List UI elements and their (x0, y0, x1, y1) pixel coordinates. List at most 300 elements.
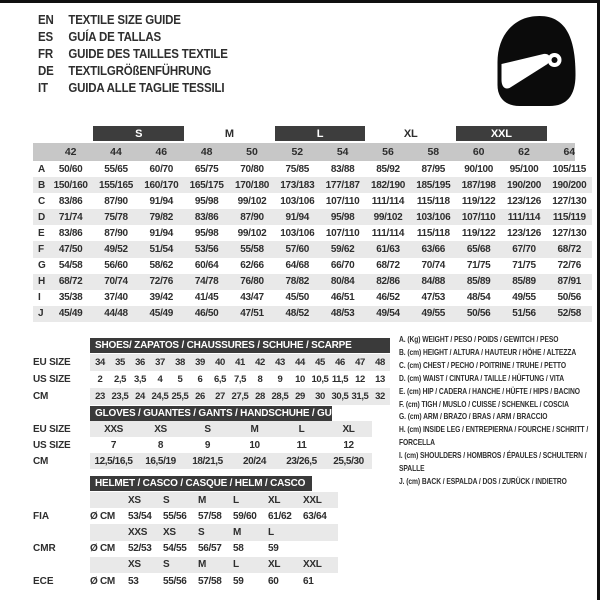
helmet-size-value: 61 (303, 575, 314, 587)
helmet-size-label-row (33, 492, 338, 508)
measure-value: 51/56 (512, 308, 536, 320)
size-value: 11 (296, 439, 307, 451)
helmet-size-value: 53 (128, 575, 139, 587)
legend-entry: F. (cm) TIGH / MUSLO / CUISSE / SCHENKEL / COSCIA (399, 398, 569, 409)
row-key: J (38, 308, 44, 320)
measure-value: 87/95 (421, 163, 446, 175)
measure-value: 103/106 (280, 227, 315, 239)
measure-value: 91/94 (149, 195, 174, 207)
row-cells (90, 573, 338, 589)
measure-value: 105/115 (552, 163, 587, 175)
measure-value: 48/54 (466, 292, 491, 304)
measure-value: 75/85 (285, 163, 310, 175)
language-row (38, 79, 228, 96)
measure-row (33, 274, 592, 290)
size-value: 23/26,5 (286, 455, 317, 467)
measure-value: 83/88 (330, 163, 355, 175)
measure-value: 53/56 (194, 244, 219, 256)
helmet-size-label: S (163, 494, 170, 506)
measure-value: 75/78 (104, 211, 128, 223)
measure-value: 95/98 (330, 211, 355, 223)
measure-value: 127/130 (552, 227, 587, 239)
legend-entry: G. (cm) ARM / BRAZO / BRAS / ARM / BRACCIO (399, 411, 548, 422)
measure-value: 111/114 (507, 211, 541, 223)
measure-value: 49/52 (104, 244, 128, 256)
helmet-size-value: 53/54 (128, 510, 152, 522)
size-value: 40 (215, 357, 225, 368)
size-value: 28 (255, 391, 265, 402)
helmet-size-label: S (163, 559, 170, 571)
measure-value: 41/45 (194, 292, 219, 304)
size-value: 24,5 (151, 391, 169, 402)
size-value: 3,5 (133, 374, 146, 385)
helmet-size-label: L (233, 494, 239, 506)
measure-row (33, 193, 592, 209)
unit-cell: Ø CM (90, 543, 115, 555)
size-value: 10 (249, 439, 260, 451)
measure-value: 165/175 (189, 179, 224, 191)
row-label (33, 492, 90, 508)
helmet-icon (486, 13, 587, 109)
size-label: 52 (291, 146, 304, 158)
size-row (33, 437, 372, 453)
size-value: 10,5 (311, 374, 329, 385)
helmet-size-value: 63/64 (303, 510, 327, 522)
size-value: M (250, 423, 259, 435)
helmet-size-value: 52/53 (128, 543, 152, 555)
measure-value: 90/100 (464, 163, 494, 175)
row-cells (90, 371, 390, 388)
measure-value: 107/110 (461, 211, 496, 223)
size-label: 58 (427, 146, 440, 158)
size-value: 5 (177, 374, 183, 385)
measure-value: 55/65 (104, 163, 128, 175)
language-row (38, 45, 228, 62)
size-value: 2 (97, 374, 103, 385)
row-label: US SIZE (33, 439, 71, 451)
size-label: 44 (110, 146, 122, 158)
measure-value: 54/58 (58, 260, 83, 272)
row-label (33, 524, 90, 540)
measure-value: 56/60 (104, 260, 128, 272)
helmet-value-row (33, 541, 338, 557)
size-value: 39 (195, 357, 205, 368)
size-value: 47 (355, 357, 365, 368)
size-value: 35 (115, 357, 125, 368)
helmet-value-row (33, 573, 338, 589)
gloves-section-header: GLOVES / GUANTES / GANTS / HANDSCHUHE / GUANTI (90, 406, 332, 421)
measure-value: 115/118 (416, 227, 450, 239)
measure-value: 190/200 (552, 179, 587, 191)
size-value: 6 (197, 374, 203, 385)
size-value: 25,5/30 (333, 455, 364, 467)
row-key: C (38, 195, 45, 207)
measure-value: 50/60 (58, 163, 83, 175)
helmet-size-label: XL (268, 559, 281, 571)
measure-value: 67/70 (512, 244, 536, 256)
measure-value: 62/66 (240, 260, 264, 272)
measure-value: 87/90 (104, 195, 128, 207)
helmet-size-value: 58 (233, 543, 244, 555)
language-row (38, 28, 228, 45)
row-cells (90, 388, 390, 405)
row-key: E (38, 227, 45, 239)
measure-value: 123/126 (506, 227, 542, 239)
measurement-legend (399, 333, 597, 488)
helmet-size-label: S (198, 526, 205, 538)
language-code: ES (38, 29, 53, 44)
size-value: 41 (235, 357, 245, 368)
size-header-row (33, 143, 592, 161)
measure-value: 91/94 (285, 211, 310, 223)
measure-row (33, 306, 592, 322)
size-row (33, 354, 390, 371)
measure-value: 68/72 (58, 276, 83, 288)
size-value: 7 (110, 439, 117, 451)
measure-value: 66/70 (330, 260, 355, 272)
measure-value: 160/170 (144, 179, 179, 191)
size-value: 12 (343, 439, 354, 451)
measure-row (33, 258, 592, 274)
guide-title: GUIDE DES TAILLES TEXTILE (68, 46, 228, 61)
measure-value: 99/102 (373, 211, 403, 223)
measure-row (33, 290, 592, 306)
measure-value: 107/110 (325, 227, 360, 239)
helmet-size-label: XXL (303, 559, 322, 571)
row-cells (90, 524, 338, 540)
size-value: 38 (175, 357, 185, 368)
size-value: 36 (135, 357, 145, 368)
row-key: F (38, 244, 44, 256)
measure-value: 185/195 (416, 179, 451, 191)
measure-value: 85/89 (512, 276, 536, 288)
size-value: XXS (104, 423, 123, 435)
measure-value: 99/102 (237, 227, 267, 239)
measure-row (33, 161, 592, 177)
size-value: 29 (295, 391, 305, 402)
size-row (33, 421, 372, 437)
measure-value: 87/90 (104, 227, 128, 239)
measure-value: 46/50 (194, 308, 219, 320)
row-key: I (38, 292, 41, 304)
row-key: A (38, 163, 45, 175)
size-value: 16,5/19 (145, 455, 176, 467)
language-code: FR (38, 46, 53, 61)
measure-value: 85/92 (376, 163, 400, 175)
guide-title: TEXTILE SIZE GUIDE (68, 12, 181, 27)
size-value: 13 (375, 374, 385, 385)
measure-value: 91/94 (149, 227, 174, 239)
row-cells (90, 492, 338, 508)
measure-value: 87/91 (557, 276, 582, 288)
size-value: 12,5/16,5 (94, 455, 133, 467)
row-key: D (38, 211, 45, 223)
measure-value: 55/58 (240, 244, 264, 256)
helmet-size-label: XS (128, 494, 141, 506)
size-value: 20/24 (242, 455, 267, 467)
size-value: 11,5 (331, 374, 349, 385)
helmet-value-row (33, 508, 338, 524)
measure-value: 35/38 (58, 292, 83, 304)
size-value: 30 (315, 391, 325, 402)
measure-value: 43/47 (240, 292, 264, 304)
measure-value: 60/70 (149, 163, 174, 175)
measure-value: 85/89 (466, 276, 491, 288)
size-value: 9 (204, 439, 211, 451)
row-label: CM (33, 391, 49, 402)
legend-entry: C. (cm) CHEST / PECHO / POITRINE / TRUHE / PETTO (399, 359, 566, 370)
size-value: 44 (295, 357, 305, 368)
size-label: 42 (64, 146, 77, 158)
measure-value: 119/122 (461, 195, 496, 207)
measure-value: 49/55 (421, 308, 446, 320)
size-value: 46 (335, 357, 345, 368)
gloves-size-table (33, 421, 372, 469)
measure-row (33, 177, 592, 193)
size-value: 30,5 (331, 391, 349, 402)
measure-value: 47/51 (240, 308, 264, 320)
size-row (33, 371, 390, 388)
measure-row (33, 241, 592, 257)
standard-label: ECE (33, 575, 54, 587)
measure-value: 95/100 (509, 163, 539, 175)
size-value: 48 (375, 357, 385, 368)
helmet-size-value: 54/55 (163, 543, 187, 555)
helmet-size-label: XS (128, 559, 141, 571)
measure-value: 68/72 (557, 244, 582, 256)
row-key: G (38, 260, 46, 272)
measure-value: 170/180 (234, 179, 270, 191)
measure-value: 45/49 (149, 308, 174, 320)
helmet-size-value: 57/58 (198, 575, 222, 587)
legend-entry: H. (cm) INSIDE LEG / ENTREPIERNA / FOURCHE / SCHRITT / FORCELLA (399, 424, 589, 448)
helmet-size-value: 55/56 (163, 575, 187, 587)
row-cells (90, 508, 338, 524)
helmet-size-value: 55/56 (163, 510, 187, 522)
language-code: EN (38, 12, 54, 27)
measure-value: 83/86 (58, 195, 83, 207)
measure-value: 65/68 (466, 244, 491, 256)
measure-value: 57/60 (285, 244, 310, 256)
row-key: B (38, 179, 45, 191)
measure-value: 103/106 (416, 211, 451, 223)
measure-value: 115/118 (416, 195, 450, 207)
size-group-s: S (93, 126, 184, 141)
measure-value: 48/52 (285, 308, 310, 320)
textile-size-table (33, 126, 592, 322)
legend-entry: J. (cm) BACK / ESPALDA / DOS / ZURÜCK / INDIETRO (399, 475, 567, 486)
legend-entry: B. (cm) HEIGHT / ALTURA / HAUTEUR / HÖHE / ALTEZZA (399, 346, 577, 357)
measure-value: 47/53 (421, 292, 446, 304)
row-key: H (38, 276, 45, 288)
size-value: XL (342, 423, 355, 435)
size-value: 25,5 (171, 391, 189, 402)
shoes-section-header: SHOES/ ZAPATOS / CHAUSSURES / SCHUHE / SCARPE (90, 338, 390, 353)
helmet-size-value: 60 (268, 575, 279, 587)
helmet-size-value: 59 (233, 575, 244, 587)
measure-value: 182/190 (370, 179, 406, 191)
measure-value: 99/102 (237, 195, 267, 207)
measure-value: 44/48 (104, 308, 128, 320)
legend-entry: A. (Kg) WEIGHT / PESO / POIDS / GEWITCH / PESO (399, 334, 559, 344)
size-label: 60 (472, 146, 485, 158)
size-value: 4 (157, 374, 163, 385)
helmet-size-label-row (33, 524, 338, 540)
measure-value: 123/126 (506, 195, 542, 207)
guide-title: GUÍA DE TALLAS (68, 29, 161, 44)
helmet-size-label: M (233, 526, 242, 538)
measure-value: 65/75 (194, 163, 219, 175)
size-value: 10 (295, 374, 305, 385)
size-group-row (33, 126, 592, 141)
size-value: 32 (375, 391, 385, 402)
size-value: 26 (195, 391, 205, 402)
shoes-size-table (33, 354, 390, 405)
size-value: 9 (277, 374, 283, 385)
helmet-size-value: 57/58 (198, 510, 222, 522)
size-label: 46 (155, 146, 168, 158)
measure-value: 58/62 (149, 260, 174, 272)
sheet-top-border (0, 0, 600, 3)
helmet-size-table (33, 492, 338, 589)
helmet-size-label: M (198, 494, 207, 506)
measure-value: 46/51 (330, 292, 355, 304)
size-group-xxl: XXL (456, 126, 547, 141)
measure-value: 150/160 (53, 179, 88, 191)
size-group-l: L (275, 126, 366, 141)
size-value: 27 (215, 391, 225, 402)
measure-value: 80/84 (330, 276, 355, 288)
row-label (33, 557, 90, 573)
measure-value: 83/86 (58, 227, 83, 239)
helmet-size-label: L (233, 559, 239, 571)
size-label: 54 (336, 146, 349, 158)
size-value: 34 (95, 357, 105, 368)
measure-value: 61/63 (376, 244, 400, 256)
helmet-size-label: XXL (303, 494, 322, 506)
row-label: US SIZE (33, 374, 71, 385)
measure-value: 72/76 (149, 276, 174, 288)
measure-value: 64/68 (285, 260, 310, 272)
measure-value: 115/119 (552, 211, 586, 223)
legend-entry: D. (cm) WAIST / CINTURA / TAILLE / HÜFTUNG / VITA (399, 372, 564, 383)
measure-value: 46/52 (376, 292, 400, 304)
measure-value: 71/74 (58, 211, 83, 223)
measure-value: 78/82 (285, 276, 310, 288)
guide-title: GUIDA ALLE TAGLIE TESSILI (68, 80, 225, 95)
helmet-size-value: 56/57 (198, 543, 222, 555)
measure-value: 59/62 (330, 244, 355, 256)
size-label: 64 (563, 146, 576, 158)
measure-value: 51/54 (149, 244, 174, 256)
size-row (33, 388, 390, 405)
measure-value: 50/56 (466, 308, 491, 320)
size-value: 45 (315, 357, 325, 368)
guide-title: TEXTILGRÖßENFÜHRUNG (68, 63, 212, 78)
measure-value: 79/82 (149, 211, 174, 223)
size-value: 27,5 (231, 391, 249, 402)
measure-value: 50/56 (557, 292, 582, 304)
size-value: 43 (275, 357, 285, 368)
measure-value: 173/183 (280, 179, 315, 191)
size-value: 24 (135, 391, 145, 402)
language-row (38, 62, 228, 79)
size-value: 2,5 (113, 374, 126, 385)
measure-value: 107/110 (325, 195, 360, 207)
size-value: 37 (155, 357, 165, 368)
measure-value: 37/40 (104, 292, 128, 304)
measure-value: 71/75 (466, 260, 491, 272)
helmet-size-label: XS (163, 526, 176, 538)
row-cells (90, 453, 372, 469)
row-label: EU SIZE (33, 423, 71, 435)
helmet-size-label: M (198, 559, 207, 571)
standard-label: CMR (33, 543, 56, 555)
measure-value: 119/122 (461, 227, 496, 239)
size-value: 23,5 (111, 391, 129, 402)
measure-value: 47/50 (58, 244, 83, 256)
size-value: 6,5 (213, 374, 226, 385)
helmet-section-header: HELMET / CASCO / CASQUE / HELM / CASCO (90, 476, 312, 491)
size-group-m: M (224, 127, 234, 140)
measure-value: 76/80 (240, 276, 264, 288)
size-value: 31,5 (351, 391, 369, 402)
helmet-size-label: XL (268, 494, 281, 506)
measure-value: 74/78 (194, 276, 219, 288)
measure-value: 49/55 (512, 292, 536, 304)
helmet-size-label: XXS (128, 526, 148, 538)
measure-value: 71/75 (512, 260, 536, 272)
helmet-size-label-row (33, 557, 338, 573)
size-value: 8 (157, 439, 164, 451)
helmet-size-value: 61/62 (268, 510, 292, 522)
helmet-size-value: 59 (268, 543, 279, 555)
measure-value: 39/42 (149, 292, 174, 304)
measure-row (33, 225, 592, 241)
size-value: 8 (257, 374, 263, 385)
language-code: IT (38, 80, 48, 95)
size-label: 56 (382, 146, 394, 158)
size-value: 23 (95, 391, 105, 402)
size-value: 42 (255, 357, 265, 368)
measure-value: 52/58 (557, 308, 582, 320)
language-row (38, 11, 228, 28)
standard-label: FIA (33, 510, 50, 522)
measure-value: 127/130 (552, 195, 587, 207)
helmet-size-label: L (268, 526, 274, 538)
size-group-xl: XL (403, 127, 418, 140)
measure-value: 83/86 (194, 211, 219, 223)
measure-value: 45/50 (285, 292, 310, 304)
row-cells (90, 541, 338, 557)
measure-value: 48/53 (330, 308, 355, 320)
measure-value: 45/49 (58, 308, 83, 320)
row-cells (90, 437, 372, 453)
measure-value: 87/90 (240, 211, 264, 223)
row-cells (90, 557, 338, 573)
measure-value: 84/88 (421, 276, 446, 288)
helmet-size-value: 59/60 (233, 510, 257, 522)
measure-row (33, 209, 592, 225)
size-label: 50 (246, 146, 258, 158)
size-value: S (204, 423, 211, 435)
measure-value: 82/86 (376, 276, 400, 288)
size-label: 48 (200, 146, 213, 158)
language-code: DE (38, 63, 54, 78)
measure-value: 70/80 (240, 163, 264, 175)
size-row (33, 453, 372, 469)
measure-value: 190/200 (506, 179, 542, 191)
